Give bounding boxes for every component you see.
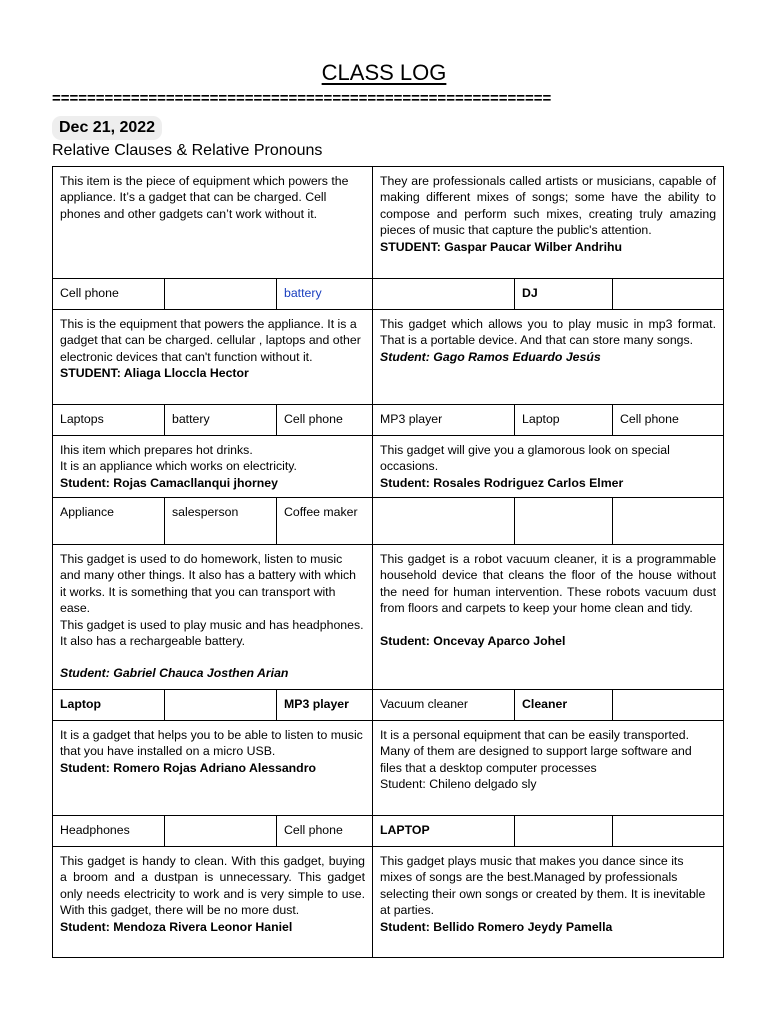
word-cell: Coffee maker: [277, 498, 373, 545]
description-text: This gadget is used to do homework, listen to music and many other things. It also has a battery with which it works. It is something that you can transport with ease.: [60, 552, 356, 616]
student-name: Student: Romero Rojas Adriano Alessandro: [60, 760, 316, 775]
student-name: Student: Rojas Camacllanqui jhorney: [60, 475, 278, 490]
word-cell: DJ: [515, 279, 613, 310]
description-cell: [373, 436, 724, 498]
word-cell: MP3 player: [373, 405, 515, 436]
word-cell: [165, 279, 277, 310]
word-cell: [373, 279, 515, 310]
table-row: [53, 721, 724, 816]
word-link[interactable]: battery: [277, 279, 373, 310]
word-cell: Cleaner: [515, 690, 613, 721]
word-cell: Vacuum cleaner: [373, 690, 515, 721]
word-cell: Laptop: [515, 405, 613, 436]
description-text: Ihis item which prepares hot drinks.: [60, 443, 253, 457]
description-text: This gadget is handy to clean. With this gadget, buying a broom and a dustpan is unnecessary. This gadget only needs electricity to work and is very simple to use. With this gadget, there will be no more dust.: [60, 854, 366, 918]
description-text: This gadget is used to play music and has headphones. It also has a rechargeable battery.: [60, 617, 364, 649]
date-chip[interactable]: Dec 21, 2022: [52, 116, 162, 140]
word-cell: Headphones: [53, 816, 165, 847]
word-cell: [515, 816, 613, 847]
description-cell: [373, 310, 724, 405]
word-cell: Cell phone: [613, 405, 724, 436]
description-text: It is an appliance which works on electricity.: [60, 459, 297, 474]
description-text: This gadget which allows you to play music in mp3 format. That is a portable device. And that can store many songs.: [380, 317, 717, 348]
student-name: Student: Gago Ramos Eduardo Jesús: [380, 349, 601, 364]
section-heading: Relative Clauses & Relative Pronouns: [52, 142, 323, 159]
student-name: STUDENT: Gaspar Paucar Wilber Andrihu: [380, 239, 623, 254]
word-row: [53, 498, 724, 545]
word-cell: Cell phone: [277, 816, 373, 847]
word-row: [53, 816, 724, 847]
student-name: Student: Mendoza Rivera Leonor Haniel: [60, 919, 293, 934]
table-row: [53, 310, 724, 405]
description-text: This gadget will give you a glamorous look on special occasions.: [380, 443, 670, 474]
description-cell: [53, 436, 373, 498]
word-cell: [613, 279, 724, 310]
description-text: This item is the piece of equipment which powers the appliance. It’s a gadget that can be charged. Cell phones and other gadgets can’t work without it.: [60, 174, 349, 221]
table-row: [53, 545, 724, 690]
description-cell: [53, 167, 373, 279]
description-text: This gadget is a robot vacuum cleaner, it is a programmable household device that cleans the floor of the house without the need for human intervention. These robots vacuum dust from floors and carpets to keep your home clean and tidy.: [380, 552, 717, 616]
word-cell: [613, 498, 724, 545]
description-cell: [373, 721, 724, 816]
student-name: Student: Rosales Rodriguez Carlos Elmer: [380, 475, 624, 490]
word-cell: [613, 690, 724, 721]
word-cell: salesperson: [165, 498, 277, 545]
description-cell: [53, 721, 373, 816]
word-cell: MP3 player: [277, 690, 373, 721]
word-cell: [613, 816, 724, 847]
description-text: They are professionals called artists or musicians, capable of making different mixes of songs; some have the ability to compose and perform such mixes, creating truly amazing pieces of music that capture the public's attention.: [380, 174, 717, 238]
word-cell: [165, 690, 277, 721]
word-row: [53, 405, 724, 436]
word-cell: [515, 498, 613, 545]
word-cell: Appliance: [53, 498, 165, 545]
student-name: Student: Chileno delgado sly: [380, 777, 537, 792]
student-name: Student: Bellido Romero Jeydy Pamella: [380, 919, 613, 934]
word-cell: Laptop: [53, 690, 165, 721]
description-cell: [373, 167, 724, 279]
word-cell: LAPTOP: [373, 816, 515, 847]
page-title: CLASS LOG: [321, 60, 447, 85]
word-cell: Laptops: [53, 405, 165, 436]
description-cell: [53, 545, 373, 690]
word-cell: battery: [165, 405, 277, 436]
student-name: Student: Gabriel Chauca Josthen Arian: [60, 666, 289, 681]
student-name: Student: Oncevay Aparco Johel: [380, 633, 566, 648]
word-cell: Cell phone: [277, 405, 373, 436]
description-cell: [53, 847, 373, 958]
description-text: It is a gadget that helps you to be able to listen to music that you have installed on a micro USB.: [60, 728, 363, 759]
student-name: STUDENT: Aliaga Lloccla Hector: [60, 366, 249, 381]
table-row: [53, 167, 724, 279]
class-log-table: [52, 166, 724, 958]
word-cell: Cell phone: [53, 279, 165, 310]
description-cell: [53, 310, 373, 405]
word-cell: [165, 816, 277, 847]
description-text: It is a personal equipment that can be easily transported. Many of them are designed to support large software and files that a desktop computer processes: [380, 728, 692, 775]
table-row: [53, 436, 724, 498]
separator-rule: =========================================================: [52, 90, 552, 107]
word-cell: [373, 498, 515, 545]
word-row: [53, 279, 724, 310]
description-text: This gadget plays music that makes you dance since its mixes of songs are the best.Managed by professionals selecting their own songs or created by them. It is inevitable at parties.: [380, 854, 706, 918]
description-text: This is the equipment that powers the appliance. It is a gadget that can be charged. cellular , laptops and other electronic devices that can't function without it.: [60, 317, 361, 364]
word-row: [53, 690, 724, 721]
table-row: [53, 847, 724, 958]
description-cell: [373, 545, 724, 690]
description-cell: [373, 847, 724, 958]
